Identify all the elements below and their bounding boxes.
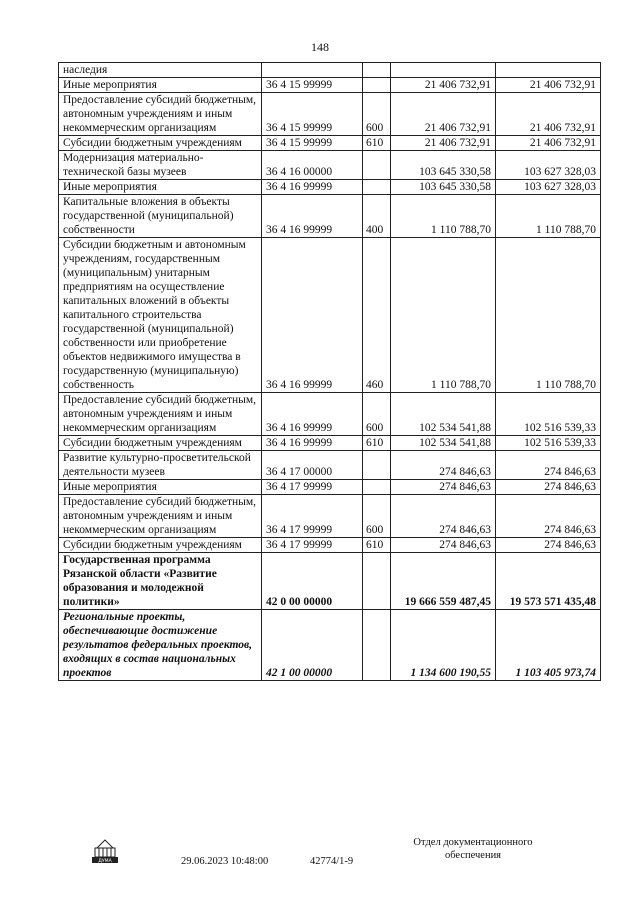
row-name-cell: Иные мероприятия [59,180,262,195]
row-sum-executed-cell: 274 846,63 [496,495,601,538]
row-code-cell [262,63,363,78]
table-row [59,538,601,553]
row-sum-executed-cell: 21 406 732,91 [496,93,601,136]
row-code-cell: 42 0 00 00000 [262,553,363,610]
row-name-cell: Модернизация материально-технической базы музеев [59,151,262,180]
logo-text: ДУМА [98,859,112,864]
row-sum-2023-cell: 274 846,63 [391,480,496,495]
table-row [59,610,601,681]
row-name-cell: Предоставление субсидий бюджетным, автономным учреждениям и иным некоммерческим организациям [59,393,262,436]
footer-doc-number: 42774/1-9 [310,856,354,867]
row-code-cell: 36 4 16 99999 [262,180,363,195]
row-name-cell: Субсидии бюджетным и автономным учреждениям, государственным (муниципальным) унитарным предприятиям на осуществление капитальных вложений в объекты капитального строительства государственной (муниципальной) собственности или приобретение объектов недвижимого имущества в государственную (муниципальную) собственность [59,238,262,393]
row-sum-2023-cell [391,63,496,78]
row-name-cell: Предоставление субсидий бюджетным, автономным учреждениям и иным некоммерческим организациям [59,93,262,136]
row-vr-cell: 600 [363,93,391,136]
table-row [59,495,601,538]
table-row [59,393,601,436]
row-vr-cell: 610 [363,136,391,151]
table-row [59,78,601,93]
row-vr-cell [363,553,391,610]
row-sum-2023-cell: 102 534 541,88 [391,436,496,451]
footer-date: 29.06.2023 10:48:00 [181,856,269,867]
table-row [59,451,601,480]
row-sum-executed-cell: 21 406 732,91 [496,78,601,93]
row-code-cell: 36 4 17 99999 [262,495,363,538]
row-sum-2023-cell: 21 406 732,91 [391,78,496,93]
table-row [59,151,601,180]
row-code-cell: 36 4 17 99999 [262,538,363,553]
row-sum-2023-cell: 102 534 541,88 [391,393,496,436]
table-row [59,480,601,495]
row-name-cell: Региональные проекты, обеспечивающие достижение результатов федеральных проектов, входящих в состав национальных проектов [59,610,262,681]
row-name-cell: Развитие культурно-просветительской деятельности музеев [59,451,262,480]
row-sum-2023-cell: 1 134 600 190,55 [391,610,496,681]
row-name-cell: Субсидии бюджетным учреждениям [59,538,262,553]
duma-logo-icon [88,838,122,864]
row-code-cell: 36 4 16 99999 [262,393,363,436]
row-name-cell: Предоставление субсидий бюджетным, автономным учреждениям и иным некоммерческим организациям [59,495,262,538]
row-sum-executed-cell: 103 627 328,03 [496,151,601,180]
row-vr-cell [363,63,391,78]
row-code-cell: 36 4 15 99999 [262,78,363,93]
budget-table [58,62,601,681]
row-code-cell: 36 4 16 99999 [262,195,363,238]
row-name-cell: Иные мероприятия [59,480,262,495]
row-vr-cell [363,480,391,495]
row-vr-cell [363,451,391,480]
row-code-cell: 36 4 17 99999 [262,480,363,495]
row-vr-cell [363,180,391,195]
row-sum-executed-cell: 102 516 539,33 [496,436,601,451]
row-vr-cell [363,78,391,93]
row-sum-2023-cell: 19 666 559 487,45 [391,553,496,610]
row-code-cell: 36 4 16 99999 [262,436,363,451]
row-code-cell: 36 4 16 00000 [262,151,363,180]
table-row [59,136,601,151]
row-sum-executed-cell: 19 573 571 435,48 [496,553,601,610]
row-sum-executed-cell: 1 110 788,70 [496,238,601,393]
row-code-cell: 36 4 16 99999 [262,238,363,393]
row-sum-executed-cell: 21 406 732,91 [496,136,601,151]
page-number: 148 [311,40,329,54]
row-sum-2023-cell: 1 110 788,70 [391,195,496,238]
row-name-cell: наследия [59,63,262,78]
row-sum-executed-cell: 274 846,63 [496,451,601,480]
row-name-cell: Субсидии бюджетным учреждениям [59,436,262,451]
row-name-cell: Субсидии бюджетным учреждениям [59,136,262,151]
row-sum-2023-cell: 1 110 788,70 [391,238,496,393]
table-row [59,238,601,393]
row-vr-cell: 610 [363,538,391,553]
row-sum-2023-cell: 103 645 330,58 [391,180,496,195]
row-sum-2023-cell: 103 645 330,58 [391,151,496,180]
row-sum-2023-cell: 274 846,63 [391,451,496,480]
row-sum-2023-cell: 21 406 732,91 [391,136,496,151]
row-code-cell: 42 1 00 00000 [262,610,363,681]
row-sum-executed-cell: 274 846,63 [496,480,601,495]
row-sum-2023-cell: 274 846,63 [391,495,496,538]
row-sum-executed-cell [496,63,601,78]
row-name-cell: Капитальные вложения в объекты государственной (муниципальной) собственности [59,195,262,238]
row-vr-cell: 600 [363,393,391,436]
row-code-cell: 36 4 17 00000 [262,451,363,480]
row-sum-executed-cell: 1 103 405 973,74 [496,610,601,681]
row-sum-executed-cell: 274 846,63 [496,538,601,553]
row-vr-cell [363,151,391,180]
table-row [59,195,601,238]
row-vr-cell: 600 [363,495,391,538]
row-name-cell: Иные мероприятия [59,78,262,93]
row-code-cell: 36 4 15 99999 [262,93,363,136]
row-sum-executed-cell: 103 627 328,03 [496,180,601,195]
table-row [59,436,601,451]
table-row [59,553,601,610]
row-sum-executed-cell: 102 516 539,33 [496,393,601,436]
row-sum-2023-cell: 21 406 732,91 [391,93,496,136]
budget-table-body [59,63,601,681]
row-name-cell: Государственная программа Рязанской области «Развитие образования и молодежной политики» [59,553,262,610]
row-vr-cell [363,610,391,681]
row-sum-executed-cell: 1 110 788,70 [496,195,601,238]
row-vr-cell: 460 [363,238,391,393]
row-sum-2023-cell: 274 846,63 [391,538,496,553]
footer-department: Отдел документационного обеспечения [413,837,533,861]
table-row [59,63,601,78]
row-vr-cell: 400 [363,195,391,238]
table-row [59,93,601,136]
row-code-cell: 36 4 15 99999 [262,136,363,151]
row-vr-cell: 610 [363,436,391,451]
table-row [59,180,601,195]
